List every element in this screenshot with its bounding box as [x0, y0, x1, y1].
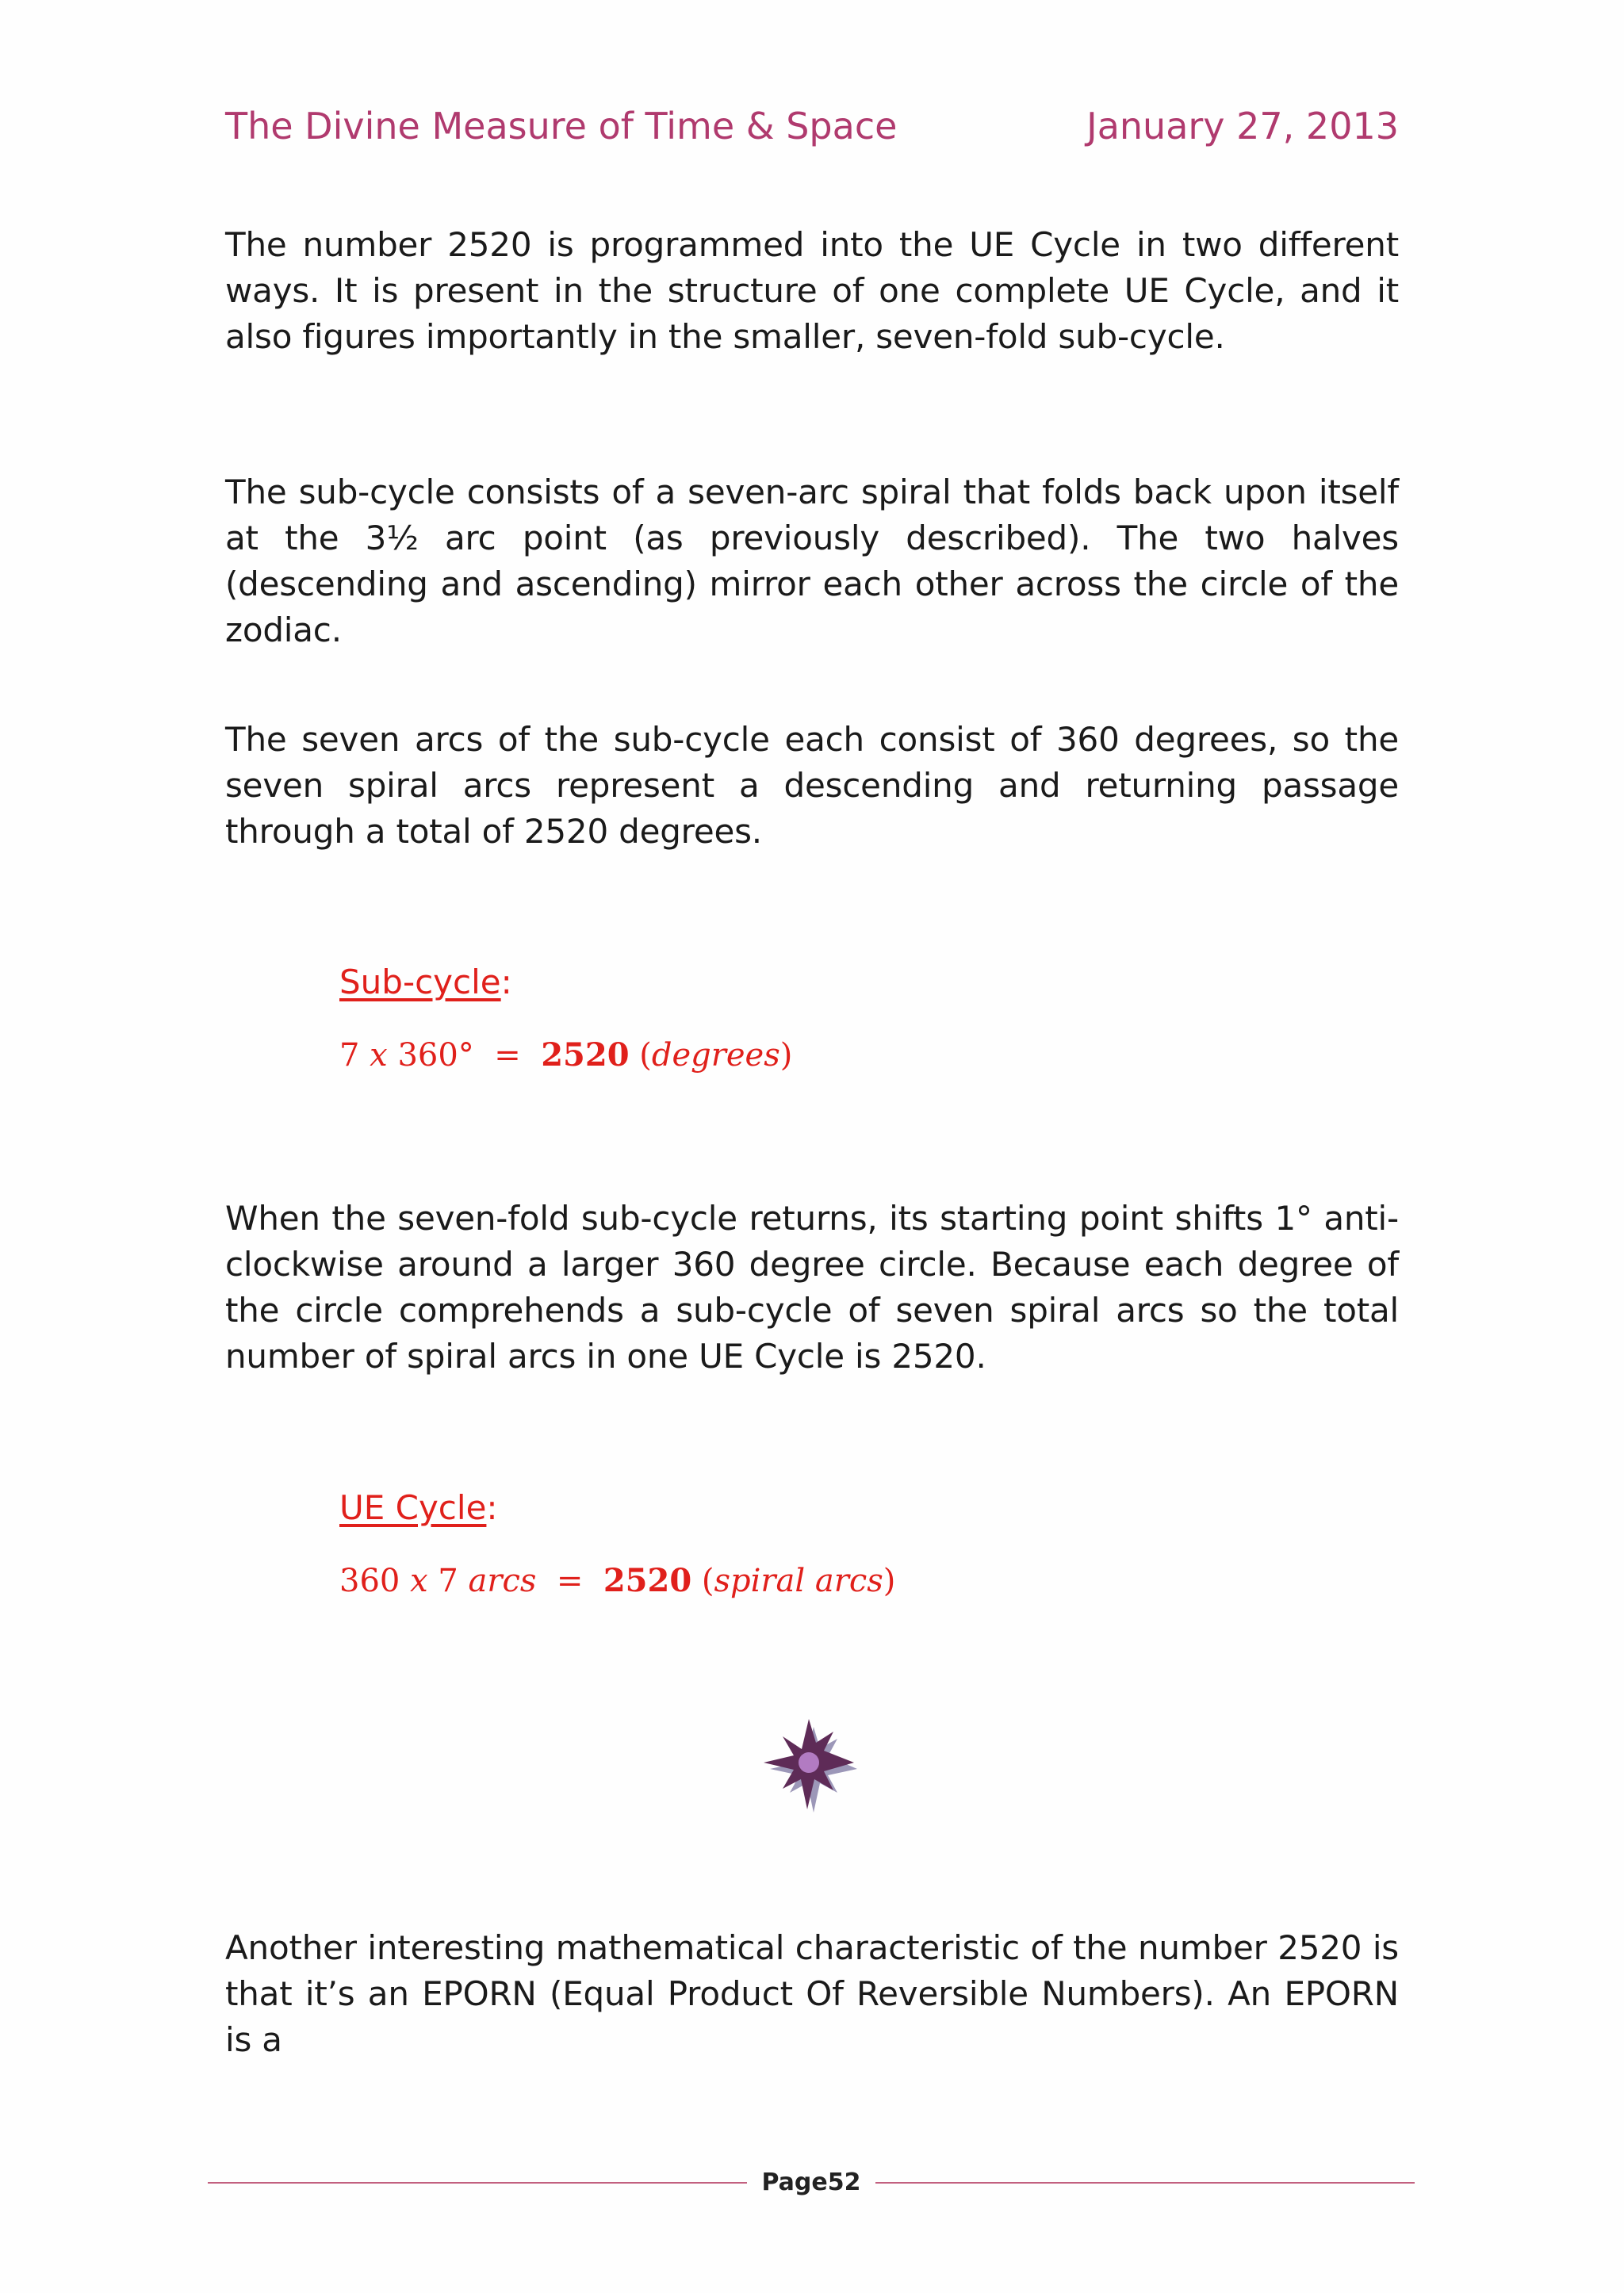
subcycle-formula: 7 x 360° = 2520 (degrees) — [339, 1036, 793, 1074]
page-number: Page52 — [761, 2169, 861, 2196]
document-date: January 27, 2013 — [1086, 105, 1399, 147]
page-footer — [208, 2163, 1415, 2203]
eight-point-star-icon — [757, 1713, 860, 1816]
footer-rule-right — [875, 2182, 1415, 2184]
ue-cycle-block — [339, 1488, 895, 1599]
paragraph-subcycle: The sub-cycle consists of a seven-arc spiral that folds back upon itself at the 3½ arc point (as previously described). The two halves (descending and ascending) mirror each other across the circle of the zodiac. — [225, 473, 1399, 649]
paragraph-intro: The number 2520 is programmed into the UE Cycle in two different ways. It is present in the structure of one complete UE Cycle, and it also figures importantly in the smaller, seven-fold sub-cycle. — [225, 225, 1399, 356]
page-header — [225, 105, 1399, 160]
paragraph-shift: When the seven-fold sub-cycle returns, its starting point shifts 1° anti-clockwise around a larger 360 degree circle. Because each degree of the circle comprehends a sub-cycle of seven spiral arcs so the total number of spiral arcs in one UE Cycle is 2520. — [225, 1199, 1399, 1376]
document-title: The Divine Measure of Time & Space — [225, 105, 898, 147]
paragraph-seven-arcs: The seven arcs of the sub-cycle each consist of 360 degrees, so the seven spiral arcs represent a descending and returning passage through a total of 2520 degrees. — [225, 720, 1399, 851]
subcycle-block — [339, 963, 792, 1074]
ue-cycle-formula: 360 x 7 arcs = 2520 (spiral arcs) — [339, 1562, 896, 1599]
ue-cycle-label: UE Cycle: — [339, 1488, 498, 1527]
paragraph-eporn: Another interesting mathematical characteristic of the number 2520 is that it’s an EPORN (Equal Product Of Reversible Numbers). An EPORN is a — [225, 1928, 1399, 2059]
subcycle-label: Sub-cycle: — [339, 963, 512, 1001]
